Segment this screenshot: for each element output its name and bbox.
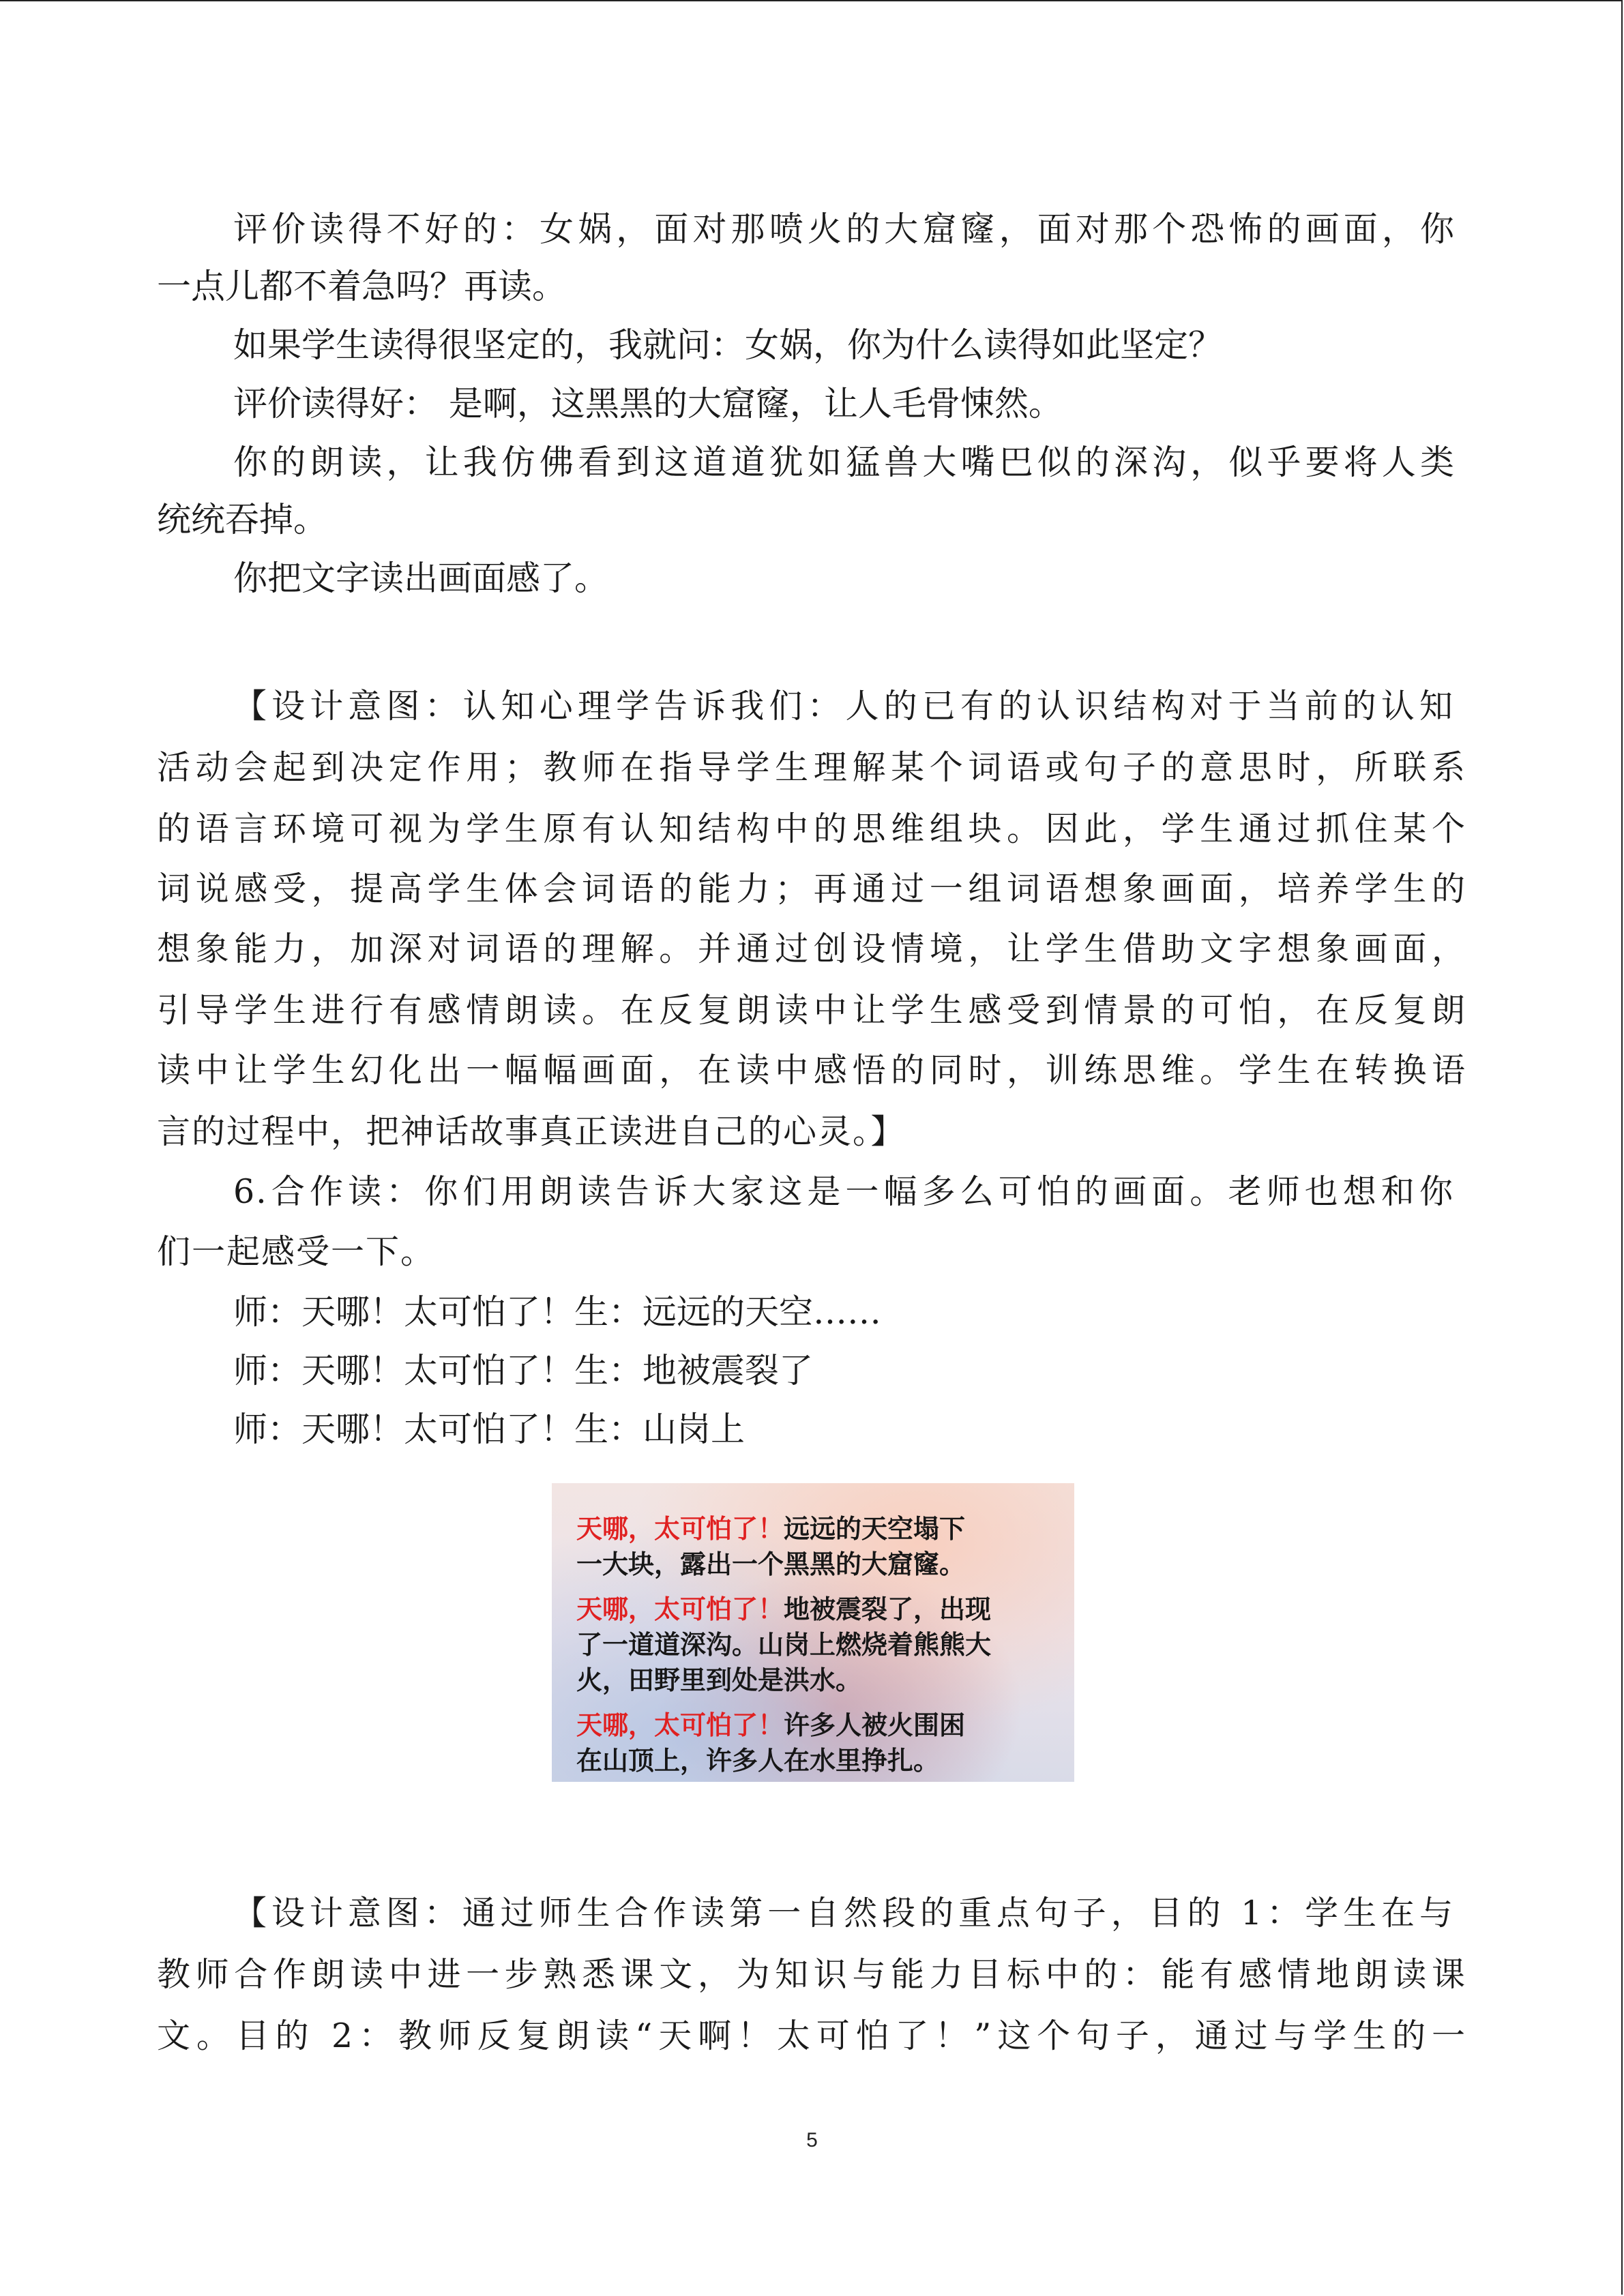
design-intent-line: 活动会起到决定作用；教师在指导学生理解某个词语或句子的意思时，所联系	[157, 748, 1466, 787]
paragraph-line: 评价读得不好的：女娲，面对那喷火的大窟窿，面对那个恐怖的画面，你	[233, 209, 1454, 249]
slide-text: 远远的天空塌下	[784, 1513, 966, 1544]
slide-exclaim: 天哪，太可怕了！	[576, 1513, 784, 1544]
slide-image	[552, 1483, 1074, 1782]
slide-line: 在山顶上，许多人在水里挣扎。	[576, 1745, 940, 1776]
slide-line	[576, 1592, 991, 1626]
slide-exclaim: 天哪，太可怕了！	[576, 1594, 784, 1624]
design-intent-line: 【设计意图：通过师生合作读第一自然段的重点句子，目的 1：学生在与	[233, 1894, 1454, 1933]
paragraph-line: 评价读得好： 是啊，这黑黑的大窟窿，让人毛骨悚然。	[233, 384, 1063, 423]
slide-line: 火，田野里到处是洪水。	[576, 1665, 862, 1695]
slide-line: 了一道道深沟。山岗上燃烧着熊熊大	[576, 1629, 992, 1660]
design-intent-line: 引导学生进行有感情朗读。在反复朗读中让学生感受到情景的可怕，在反复朗	[157, 991, 1466, 1030]
paragraph-line: 你把文字读出画面感了。	[233, 558, 608, 598]
paragraph-line: 如果学生读得很坚定的，我就问：女娲，你为什么读得如此坚定？	[233, 325, 1222, 365]
design-intent-line: 的语言环境可视为学生原有认知结构中的思维组块。因此，学生通过抓住某个	[157, 809, 1466, 848]
paragraph-line: 们一起感受一下。	[157, 1232, 436, 1271]
slide-line	[576, 1708, 965, 1742]
design-intent-line: 言的过程中，把神话故事真正读进自己的心灵。】	[157, 1112, 906, 1151]
slide-line	[576, 1512, 965, 1546]
paragraph-line: 你的朗读，让我仿佛看到这道道犹如猛兽大嘴巴似的深沟，似乎要将人类	[233, 443, 1454, 482]
design-intent-line: 想象能力，加深对词语的理解。并通过创设情境，让学生借助文字想象画面，	[157, 929, 1466, 968]
slide-text: 地被震裂了，出现	[784, 1594, 992, 1624]
dialogue-line: 师：天哪！太可怕了！生：地被震裂了	[233, 1351, 813, 1390]
paragraph-line: 6.合作读：你们用朗读告诉大家这是一幅多么可怕的画面。老师也想和你	[233, 1172, 1454, 1211]
design-intent-line: 词说感受，提高学生体会词语的能力；再通过一组词语想象画面，培养学生的	[157, 869, 1466, 908]
page-number: 5	[806, 2129, 818, 2151]
design-intent-line: 文。目的 2：教师反复朗读“天啊！太可怕了！”这个句子，通过与学生的一	[157, 2016, 1466, 2055]
dialogue-line: 师：天哪！太可怕了！生：远远的天空……	[233, 1292, 881, 1332]
slide-text: 许多人被火围困	[784, 1710, 966, 1740]
paragraph-line: 统统吞掉。	[157, 500, 327, 539]
dialogue-line: 师：天哪！太可怕了！生：山岗上	[233, 1410, 745, 1449]
paragraph-line: 一点儿都不着急吗？再读。	[157, 267, 566, 306]
design-intent-line: 读中让学生幻化出一幅幅画面，在读中感悟的同时，训练思维。学生在转换语	[157, 1051, 1466, 1090]
design-intent-line: 教师合作朗读中进一步熟悉课文，为知识与能力目标中的：能有感情地朗读课	[157, 1955, 1466, 1994]
design-intent-line: 【设计意图：认知心理学告诉我们：人的已有的认识结构对于当前的认知	[233, 687, 1454, 726]
slide-exclaim: 天哪，太可怕了！	[576, 1710, 784, 1740]
slide-line: 一大块，露出一个黑黑的大窟窿。	[576, 1549, 966, 1579]
